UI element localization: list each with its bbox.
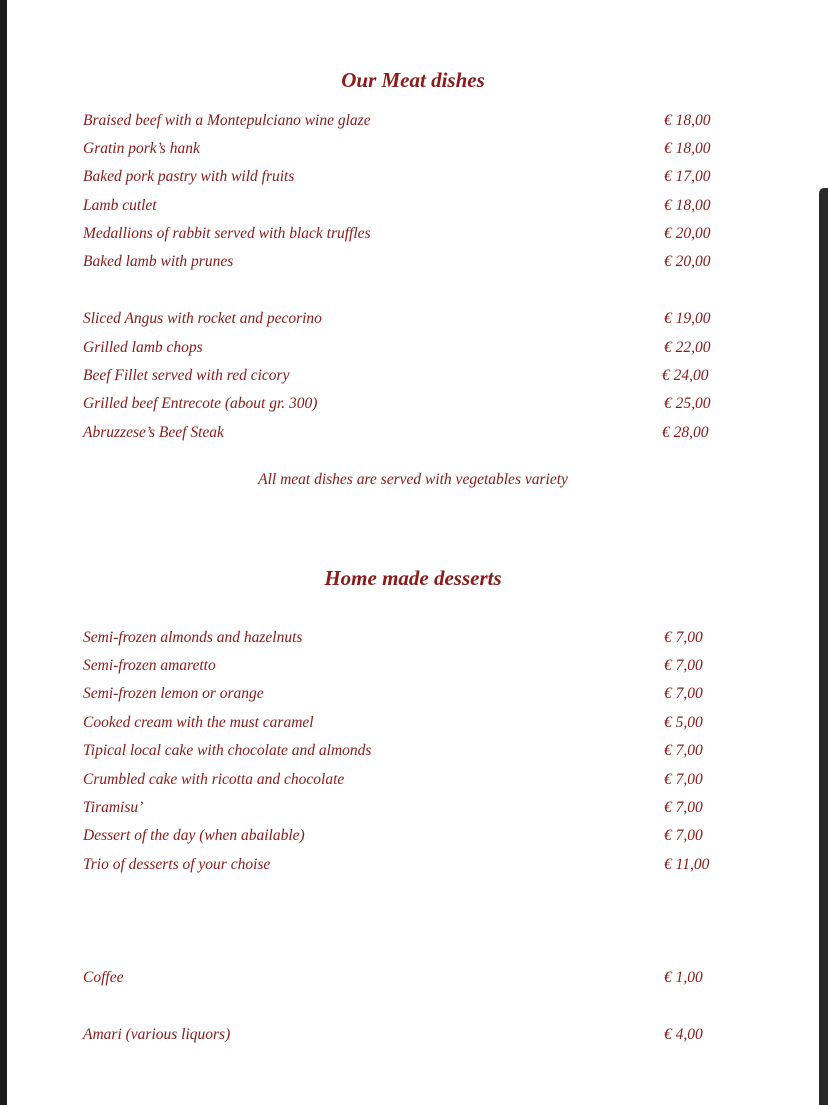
menu-item-price: € 24,00 — [662, 367, 709, 384]
menu-item — [83, 967, 723, 989]
menu-item-name: Sliced Angus with rocket and pecorino — [83, 310, 322, 327]
menu-item-price: € 7,00 — [664, 742, 703, 759]
menu-item-price: € 18,00 — [664, 112, 711, 129]
menu-item-price: € 20,00 — [664, 225, 711, 242]
menu-item-name: Cooked cream with the must caramel — [83, 714, 314, 731]
menu-item-price: € 11,00 — [664, 856, 710, 873]
scrollbar-track[interactable] — [819, 0, 828, 1105]
menu-item — [83, 797, 723, 819]
menu-item-price: € 25,00 — [664, 395, 711, 412]
meat-section-title: Our Meat dishes — [341, 68, 485, 92]
menu-item-name: Baked pork pastry with wild fruits — [83, 168, 295, 185]
menu-item — [83, 166, 723, 188]
meat-serving-note: All meat dishes are served with vegetables variety — [258, 471, 568, 488]
menu-item-name: Amari (various liquors) — [83, 1026, 231, 1043]
menu-item-name: Gratin pork’s hank — [83, 140, 200, 157]
desserts-section-title: Home made desserts — [324, 566, 502, 590]
menu-item-name: Baked lamb with prunes — [83, 253, 234, 270]
menu-item-name: Semi-frozen almonds and hazelnuts — [83, 629, 303, 646]
menu-item-name: Medallions of rabbit served with black truffles — [83, 225, 371, 242]
menu-item-name: Semi-frozen lemon or orange — [83, 685, 264, 702]
menu-item — [83, 138, 723, 160]
menu-item — [83, 627, 723, 649]
menu-item-name: Trio of desserts of your choise — [83, 856, 271, 873]
menu-item — [83, 712, 723, 734]
menu-item — [83, 655, 723, 677]
menu-item-price: € 4,00 — [664, 1026, 703, 1043]
menu-item-name: Tiramisu’ — [83, 799, 144, 816]
menu-item-price: € 7,00 — [664, 771, 703, 788]
menu-item — [83, 769, 723, 791]
menu-item-name: Grilled beef Entrecote (about gr. 300) — [83, 395, 318, 412]
menu-item — [83, 393, 723, 415]
menu-item — [83, 251, 723, 273]
menu-item-name: Beef Fillet served with red cicory — [83, 367, 290, 384]
menu-item-price: € 1,00 — [664, 969, 703, 986]
menu-page — [7, 0, 819, 1105]
menu-item — [83, 308, 723, 330]
menu-item-name: Dessert of the day (when abailable) — [83, 827, 305, 844]
menu-item-name: Coffee — [83, 969, 124, 986]
menu-item — [83, 195, 723, 217]
menu-item-price: € 7,00 — [664, 629, 703, 646]
menu-item — [83, 740, 723, 762]
menu-item-name: Grilled lamb chops — [83, 339, 203, 356]
menu-item — [83, 110, 723, 132]
menu-item-price: € 19,00 — [664, 310, 711, 327]
menu-item — [83, 854, 723, 876]
menu-item-price: € 7,00 — [664, 685, 703, 702]
menu-item-name: Abruzzese’s Beef Steak — [83, 424, 224, 441]
menu-item-name: Lamb cutlet — [83, 197, 157, 214]
menu-item — [83, 683, 723, 705]
menu-item-name: Braised beef with a Montepulciano wine glaze — [83, 112, 371, 129]
menu-item — [83, 337, 723, 359]
scrollbar-thumb[interactable] — [819, 188, 828, 1105]
menu-item-price: € 5,00 — [664, 714, 703, 731]
menu-item-price: € 17,00 — [664, 168, 711, 185]
menu-item-price: € 22,00 — [664, 339, 711, 356]
menu-item-name: Tipical local cake with chocolate and almonds — [83, 742, 372, 759]
menu-item-price: € 18,00 — [664, 140, 711, 157]
menu-item-price: € 18,00 — [664, 197, 711, 214]
menu-item — [83, 825, 723, 847]
menu-item — [83, 365, 723, 387]
menu-item-name: Crumbled cake with ricotta and chocolate — [83, 771, 345, 788]
menu-item — [83, 422, 723, 444]
menu-item-price: € 20,00 — [664, 253, 711, 270]
menu-item-price: € 7,00 — [664, 799, 703, 816]
menu-item — [83, 223, 723, 245]
menu-item-price: € 7,00 — [664, 657, 703, 674]
menu-item-price: € 7,00 — [664, 827, 703, 844]
menu-item-name: Semi-frozen amaretto — [83, 657, 216, 674]
menu-item-price: € 28,00 — [662, 424, 709, 441]
menu-item — [83, 1024, 723, 1046]
